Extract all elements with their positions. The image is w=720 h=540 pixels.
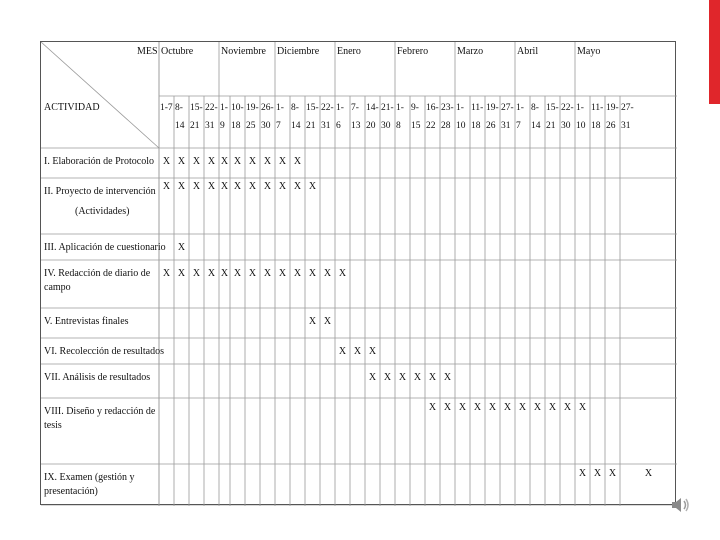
week-end-label: 14 [531, 121, 541, 131]
activity-mark: X [503, 402, 512, 413]
activity-label: IV. Redacción de diario de [44, 268, 151, 279]
month-label: Febrero [397, 46, 429, 57]
week-end-label: 13 [351, 121, 361, 131]
activity-mark: X [207, 181, 216, 192]
month-label: Enero [337, 46, 361, 57]
activity-mark: X [220, 181, 229, 192]
activity-mark: X [162, 268, 171, 279]
week-end-label: 30 [261, 121, 271, 131]
speaker-icon[interactable] [669, 493, 693, 517]
activity-mark: X [233, 156, 242, 167]
week-start-label: 27- [501, 103, 514, 113]
activity-mark: X [428, 402, 437, 413]
week-start-label: 19- [246, 103, 259, 113]
activity-mark: X [233, 268, 242, 279]
week-end-label: 21 [190, 121, 200, 131]
activity-label: VIII. Diseño y redacción de [44, 406, 156, 417]
week-end-label: 6 [336, 121, 341, 131]
activity-mark: X [162, 181, 171, 192]
activity-mark: X [263, 268, 272, 279]
week-end-label: 22 [426, 121, 436, 131]
activity-mark: X [192, 156, 201, 167]
week-start-label: 9- [411, 103, 419, 113]
activity-mark: X [443, 402, 452, 413]
activity-label-line2: tesis [44, 420, 62, 431]
week-start-label: 11- [591, 103, 604, 113]
month-label: Diciembre [277, 46, 320, 57]
activity-mark: X [428, 372, 437, 383]
activity-mark: X [263, 181, 272, 192]
week-start-label: 19- [606, 103, 619, 113]
activity-mark: X [368, 346, 377, 357]
activity-mark: X [398, 372, 407, 383]
week-end-label: 15 [411, 121, 421, 131]
activity-mark: X [278, 156, 287, 167]
corner-mes-label: MES [137, 46, 158, 57]
activity-mark: X [473, 402, 482, 413]
activity-mark: X [323, 268, 332, 279]
week-end-label: 31 [321, 121, 331, 131]
activity-mark: X [308, 268, 317, 279]
activity-mark: X [207, 268, 216, 279]
week-start-label: 1- [516, 103, 524, 113]
week-start-label: 27- [621, 103, 634, 113]
activity-label: IX. Examen (gestión y [44, 472, 135, 483]
activity-mark: X [338, 268, 347, 279]
activity-mark: X [207, 156, 216, 167]
activity-mark: X [162, 156, 171, 167]
activity-mark: X [233, 181, 242, 192]
week-end-label: 18 [591, 121, 601, 131]
week-start-label: 1- [276, 103, 284, 113]
activity-mark: X [548, 402, 557, 413]
activity-label-line2: campo [44, 282, 71, 293]
activity-mark: X [248, 268, 257, 279]
week-start-label: 23- [441, 103, 454, 113]
activity-mark: X [177, 268, 186, 279]
week-end-label: 21 [546, 121, 556, 131]
week-start-label: 15- [306, 103, 319, 113]
week-end-label: 10 [456, 121, 466, 131]
activity-mark: X [578, 402, 587, 413]
activity-label: I. Elaboración de Protocolo [44, 156, 154, 167]
activity-mark: X [563, 402, 572, 413]
week-start-label: 22- [321, 103, 334, 113]
activity-mark: X [368, 372, 377, 383]
month-label: Octubre [161, 46, 194, 57]
week-end-label: 25 [246, 121, 256, 131]
activity-mark: X [192, 181, 201, 192]
activity-mark: X [488, 402, 497, 413]
week-start-label: 15- [190, 103, 203, 113]
activity-label: VII. Análisis de resultados [44, 372, 151, 383]
activity-mark: X [413, 372, 422, 383]
week-start-label: 14- [366, 103, 379, 113]
activity-mark: X [593, 468, 602, 479]
activity-mark: X [263, 156, 272, 167]
activity-mark: X [338, 346, 347, 357]
week-end-label: 26 [606, 121, 616, 131]
week-end-label: 28 [441, 121, 451, 131]
activity-mark: X [518, 402, 527, 413]
activity-mark: X [308, 181, 317, 192]
month-label: Mayo [577, 46, 601, 57]
activity-mark: X [220, 268, 229, 279]
activity-mark: X [608, 468, 617, 479]
week-start-label: 16- [426, 103, 439, 113]
activity-mark: X [293, 156, 302, 167]
week-end-label: 8 [396, 121, 401, 131]
activity-mark: X [177, 181, 186, 192]
week-end-label: 26 [486, 121, 496, 131]
week-end-label: 18 [231, 121, 241, 131]
activity-label-line2: presentación) [44, 486, 98, 497]
activity-mark: X [458, 402, 467, 413]
week-start-label: 8- [291, 103, 299, 113]
week-start-label: 1- [576, 103, 584, 113]
activity-mark: X [383, 372, 392, 383]
week-start-label: 1- [396, 103, 404, 113]
activity-mark: X [308, 316, 317, 327]
activity-mark: X [578, 468, 587, 479]
week-start-label: 1-7 [160, 103, 173, 113]
activity-mark: X [278, 268, 287, 279]
week-start-label: 19- [486, 103, 499, 113]
week-end-label: 21 [306, 121, 316, 131]
month-label: Abril [517, 46, 539, 57]
week-end-label: 31 [501, 121, 511, 131]
week-start-label: 21- [381, 103, 394, 113]
accent-bar [709, 0, 720, 104]
schedule-table [40, 41, 676, 505]
activity-mark: X [248, 181, 257, 192]
activity-label: III. Aplicación de cuestionario [44, 242, 166, 253]
week-end-label: 10 [576, 121, 586, 131]
activity-mark: X [533, 402, 542, 413]
activity-mark: X [177, 242, 186, 253]
activity-mark: X [278, 181, 287, 192]
week-end-label: 31 [621, 121, 631, 131]
month-label: Noviembre [221, 46, 266, 57]
week-end-label: 7 [276, 121, 281, 131]
week-end-label: 14 [291, 121, 301, 131]
week-start-label: 1- [336, 103, 344, 113]
week-start-label: 22- [205, 103, 218, 113]
activity-mark: X [323, 316, 332, 327]
corner-actividad-label: ACTIVIDAD [44, 102, 100, 113]
activity-mark: X [248, 156, 257, 167]
week-end-label: 30 [561, 121, 571, 131]
week-end-label: 30 [381, 121, 391, 131]
week-end-label: 31 [205, 121, 215, 131]
activity-mark: X [293, 181, 302, 192]
week-start-label: 26- [261, 103, 274, 113]
week-start-label: 22- [561, 103, 574, 113]
week-end-label: 7 [516, 121, 521, 131]
month-label: Marzo [457, 46, 484, 57]
activity-label: V. Entrevistas finales [44, 316, 129, 327]
activity-label: VI. Recolección de resultados [44, 346, 164, 357]
activity-label: II. Proyecto de intervención [44, 186, 156, 197]
week-start-label: 1- [456, 103, 464, 113]
week-start-label: 1- [220, 103, 228, 113]
week-end-label: 14 [175, 121, 185, 131]
week-end-label: 9 [220, 121, 225, 131]
week-start-label: 8- [175, 103, 183, 113]
activity-label-line2: (Actividades) [75, 206, 130, 217]
week-start-label: 10- [231, 103, 244, 113]
week-start-label: 15- [546, 103, 559, 113]
week-start-label: 7- [351, 103, 359, 113]
activity-mark: X [177, 156, 186, 167]
week-start-label: 11- [471, 103, 484, 113]
week-end-label: 20 [366, 121, 376, 131]
activity-mark: X [293, 268, 302, 279]
activity-mark: X [192, 268, 201, 279]
week-start-label: 8- [531, 103, 539, 113]
activity-mark: X [443, 372, 452, 383]
activity-mark: X [353, 346, 362, 357]
activity-mark: X [220, 156, 229, 167]
week-end-label: 18 [471, 121, 481, 131]
activity-mark: X [644, 468, 653, 479]
